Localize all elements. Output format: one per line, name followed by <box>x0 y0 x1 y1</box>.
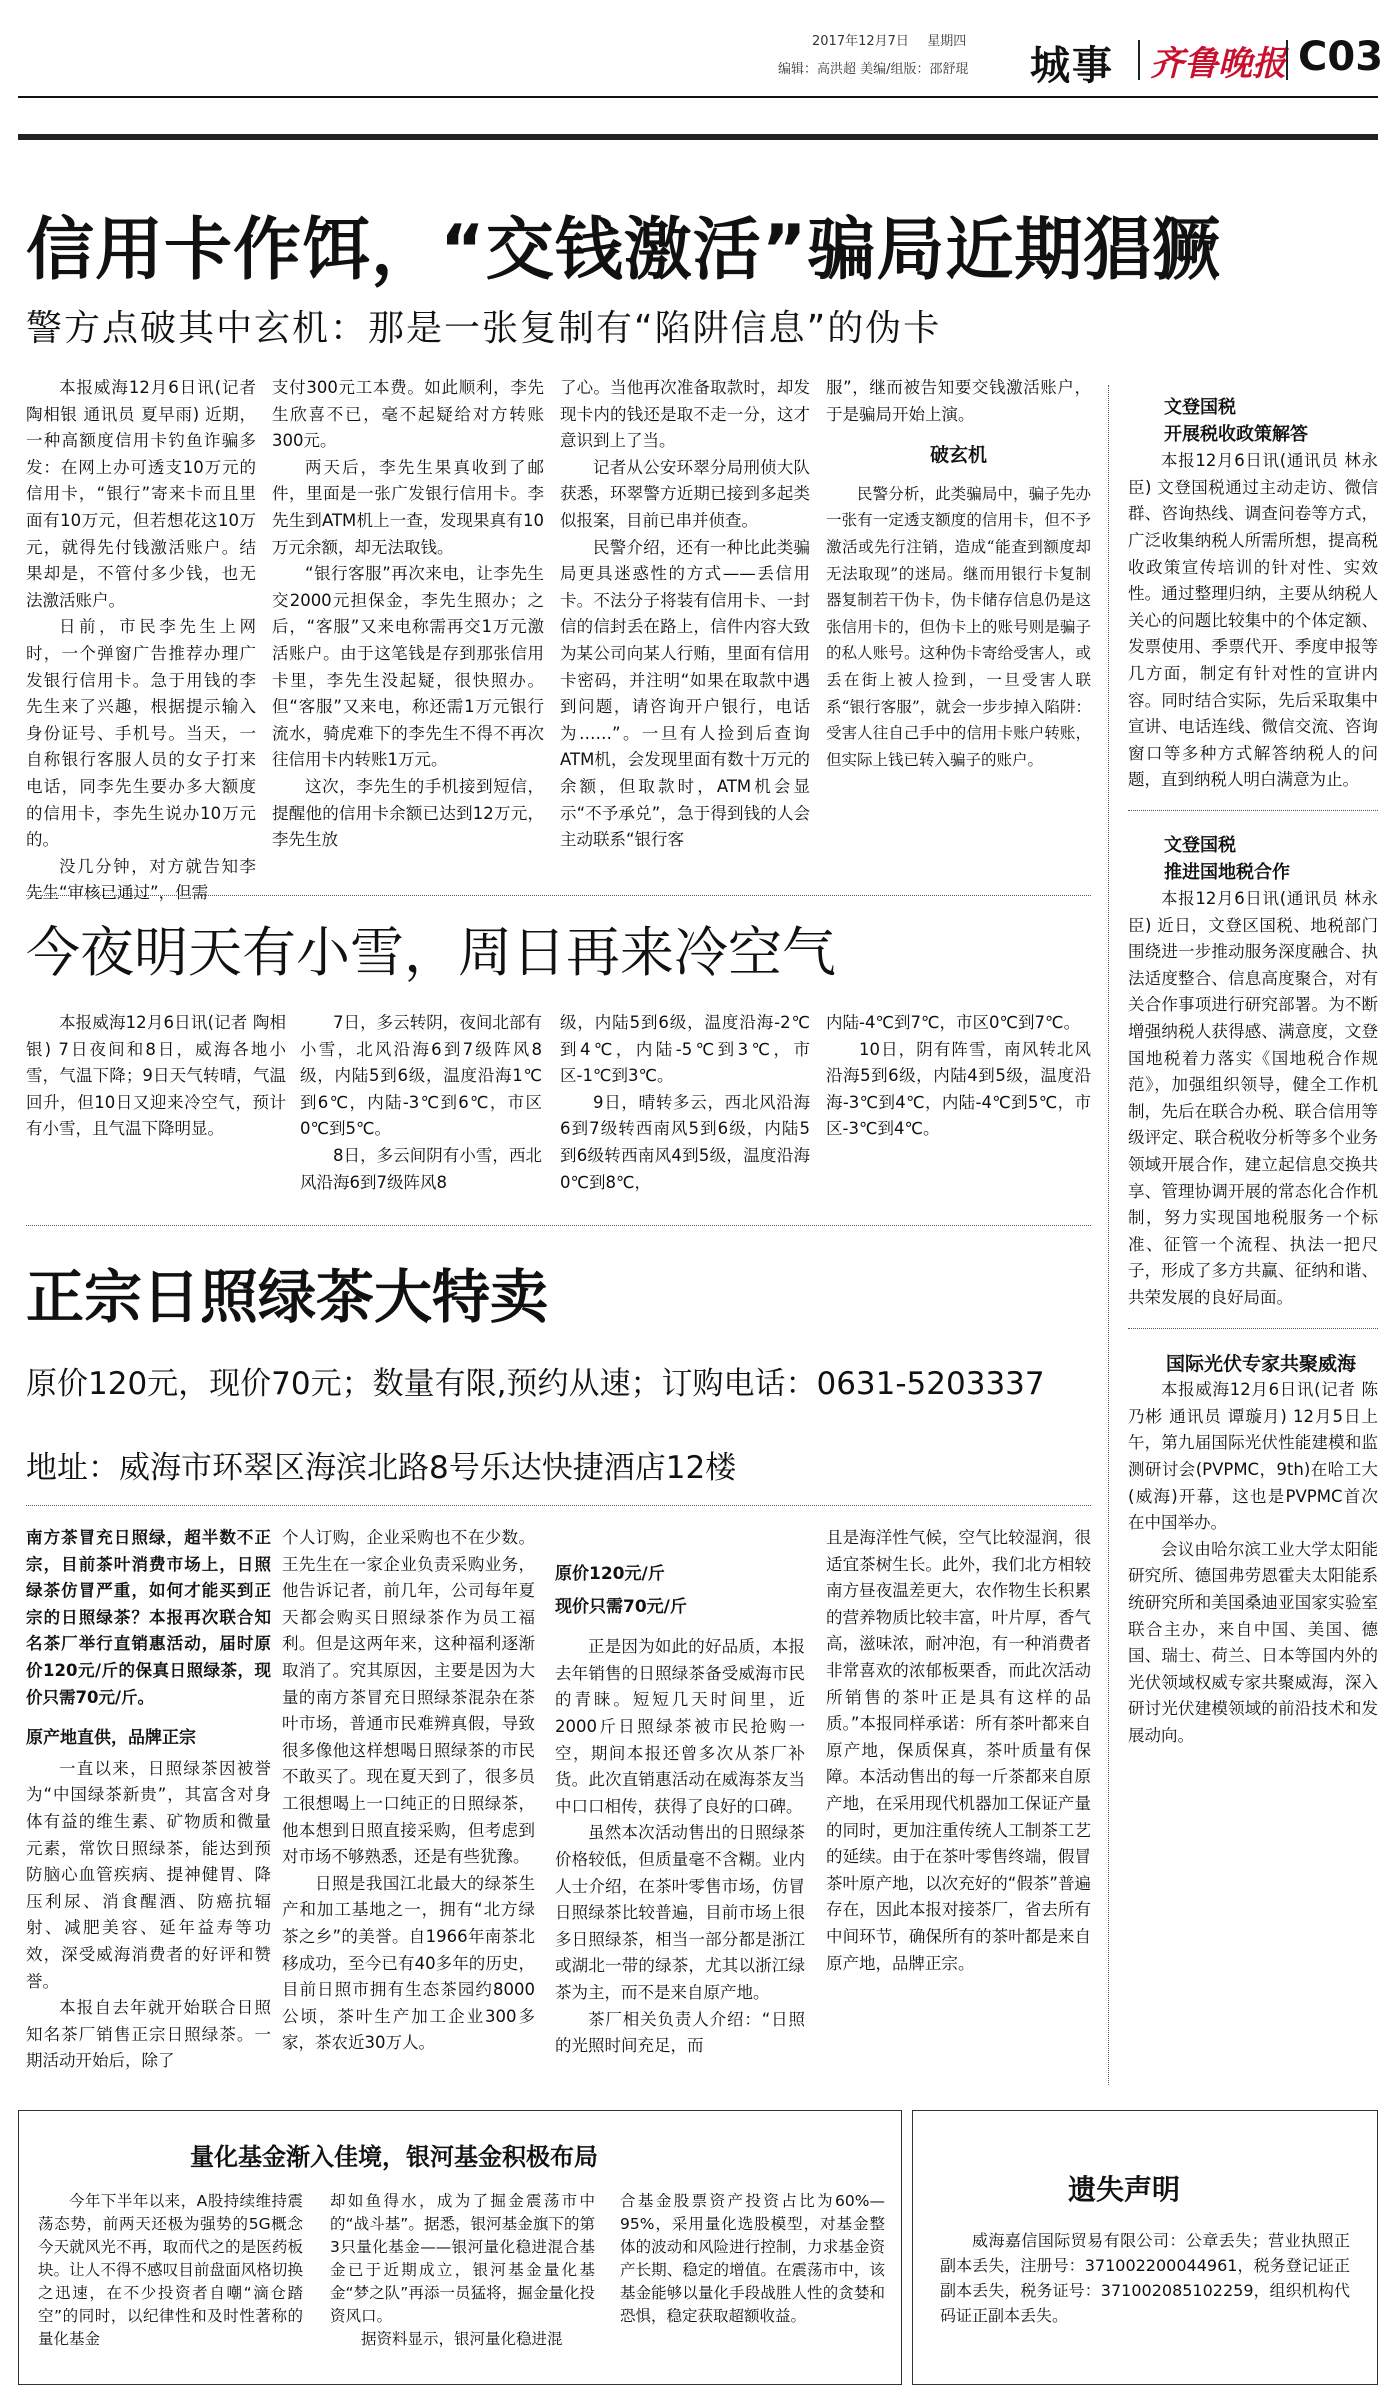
paragraph: 一直以来，日照绿茶因被誉为“中国绿茶新贵”，其富含对身体有益的维生素、矿物质和微量元素，常饮日照绿茶，能达到预防脑心血管疾病、提神健胃、降压利尿、消食醒酒、防癌抗辐射、减肥美容、延年益寿等功效，深受威海消费者的好评和赞誉。 <box>26 1758 271 1991</box>
paragraph: 据资料显示，银河量化稳进混 <box>361 2330 563 2348</box>
paragraph: 会议由哈尔滨工业大学太阳能研究所、德国弗劳恩霍夫太阳能系统研究所和美国桑迪亚国家实验室联合主办，来自中国、美国、德国、瑞士、荷兰、日本等国内外的光伏领域权威专家共聚威海，深入研讨光伏建模领域的前沿技术和发展动向。 <box>1128 1539 1378 1745</box>
paragraph: 本报12月6日讯(通讯员 林永臣) 文登国税通过主动走访、微信群、咨询热线、调查问卷等方式，广泛收集纳税人所需所想，提高税收政策宣传培训的针对性、实效性。通过整理归纳，主要从纳税人关心的问题比较集中的个体定额、发票使用、季票代开、季度申报等几方面，制定有针对性的宣讲内容。同时结合实际，先后采取集中宣讲、电话连线、微信交流、咨询窗口等多种方式解答纳税人的问题，直到纳税人明白满意为止。 <box>1128 451 1378 790</box>
tea-ad-column-1 <box>26 1525 271 2095</box>
sidebar <box>1128 395 1378 2095</box>
article1-column-1 <box>26 375 256 903</box>
article2-headline: 今夜明天有小雪，周日再来冷空气 <box>26 921 836 984</box>
paragraph: 合基金股票资产投资占比为60%—95%，采用量化选股模型，对基金整体的波动和风险进行控制，力求基金资产长期、稳定的增值。在震荡市中，该基金能够以量化手段战胜人性的贪婪和恐惧，稳定获取超额收益。 <box>620 2192 885 2325</box>
paragraph: 本报12月6日讯(通讯员 林永臣) 近日，文登区国税、地税部门围绕进一步推动服务深度融合、执法适度整合、信息高度聚合，对有关合作事项进行研究部署。为不断增强纳税人获得感、满意度，文登国地税着力落实《国地税合作规范》，加强组织领导，健全工作机制，先后在联合办税、联合信用等级评定、联合税收分析等多个业务领域开展合作，建立起信息交换共享、管理协调开展的常态化合作机制，努力实现国地税服务一个标准、征管一个流程、执法一把尺子，形成了多方共赢、征纳和谐、共荣发展的良好局面。 <box>1128 889 1378 1307</box>
lost-notice-body <box>940 2228 1350 2378</box>
section-name: 城事 <box>1030 43 1114 89</box>
paragraph: 10日，阴有阵雪，南风转北风沿海5到6级，内陆4到5级，温度沿海-3℃到4℃，内陆-4℃到5℃，市区-3℃到4℃。 <box>826 1039 1091 1139</box>
sidebar-item-label: 文登国税 <box>1164 397 1236 418</box>
sidebar-item-title: 开展税收政策解答 <box>1164 423 1308 445</box>
paragraph: 8日，多云间阴有小雪，西北风沿海6到7级阵风8 <box>300 1145 542 1192</box>
paper-logo: 齐鲁晚报 <box>1150 44 1286 84</box>
tea-ad-column-3 <box>555 1555 805 2095</box>
subheading-origin: 原产地直供，品牌正宗 <box>26 1728 196 1749</box>
paragraph: 9日，晴转多云，西北风沿海6到7级转西南风5到6级，内陆5到6级转西南风4到5级，温度沿海0℃到8℃， <box>560 1092 810 1192</box>
fund-article-column-2 <box>330 2190 595 2375</box>
sidebar-item-label: 文登国税 <box>1164 834 1236 856</box>
paragraph: 个人订购，企业采购也不在少数。王先生在一家企业负责采购业务，他告诉记者，前几年，公司每年夏天都会购买日照绿茶作为员工福利。但是这两年来，这种福利逐渐取消了。究其原因，主要是因为大量的南方茶冒充日照绿茶混杂在茶叶市场，普通市民难辨真假，导致很多像他这样想喝日照绿茶的市民不敢买了。现在夏天到了，很多员工很想喝上一口纯正的日照绿茶，他本想到日照直接采购，但考虑到对市场不够熟悉，还是有些犹豫。 <box>282 1528 535 1867</box>
subheading-po-xuan-ji: 破玄机 <box>929 444 987 467</box>
paragraph: 日前，市民李先生上网时，一个弹窗广告推荐办理广发银行信用卡。急于用钱的李先生来了兴趣，根据提示输入身份证号、手机号。当天，一自称银行客服人员的女子打来电话，同李先生要办多大额度的信用卡，李先生说办10万元的。 <box>26 617 256 850</box>
paragraph: 内陆-4℃到7℃，市区0℃到7℃。 <box>826 1013 1081 1032</box>
article1-headline: 信用卡作饵，“交钱激活”骗局近期猖獗 <box>26 211 1222 290</box>
paragraph: 本报威海12月6日讯(记者 陈乃彬 通讯员 谭璇月) 12月5日上午，第九届国际光伏性能建模和监测研讨会(PVPMC，9th)在哈工大(威海)开幕，这也是PVPMC首次在中国举办。 <box>1128 1380 1378 1533</box>
paragraph: 这次，李先生的手机接到短信，提醒他的信用卡余额已达到12万元，李先生放 <box>272 776 544 850</box>
paragraph: 民警分析，此类骗局中，骗子先办一张有一定透支额度的信用卡，但不予激活或先行注销，造成“能查到额度却无法取现”的迷局。继而用银行卡复制器复制若干伪卡，伪卡储存信息仍是这张信用卡的，但伪卡上的账号则是骗子的私人账号。这种伪卡寄给受害人，或丢在街上被人捡到，一旦受害人联系“银行客服”，就会一步步掉入陷阱：受害人往自己手中的信用卡账户转账，但实际上钱已转入骗子的账户。 <box>826 484 1091 769</box>
paragraph: 没几分钟，对方就告知李先生“审核已通过”，但需 <box>26 856 256 903</box>
sidebar-item-title: 推进国地税合作 <box>1164 861 1290 883</box>
article2-column-2 <box>300 1010 542 1210</box>
masthead-divider <box>1138 40 1140 80</box>
fund-article-headline: 量化基金渐入佳境，银河基金积极布局 <box>190 2143 598 2171</box>
masthead-rule <box>18 96 1378 98</box>
lead-paragraph: 南方茶冒充日照绿，超半数不正宗，目前茶叶消费市场上，日照绿茶仿冒严重，如何才能买到正宗的日照绿茶？本报再次联合知名茶厂举行直销惠活动，届时原价120元/斤的保真日照绿茶，现价只需70元/斤。 <box>26 1528 271 1707</box>
tea-ad-column-4 <box>826 1525 1091 2095</box>
paragraph: 且是海洋性气候，空气比较湿润，很适宜茶树生长。此外，我们北方相较南方昼夜温差更大，农作物生长积累的营养物质比较丰富，叶片厚，香气高，滋味浓，耐冲泡，有一种消费者非常喜欢的浓郁板栗香，而此次活动所销售的茶叶正是具有这样的品质。”本报同样承诺：所有茶叶都来自原产地，保质保真，茶叶质量有保障。本活动售出的每一斤茶都来自原产地，在采用现代机器加工保证产量的同时，更加注重传统人工制茶工艺的延续。由于在茶叶零售终端，假冒茶叶原产地，以次充好的“假茶”普遍存在，因此本报对接茶厂，省去所有中间环节，确保所有的茶叶都是来自原产地，品牌正宗。 <box>826 1528 1091 1973</box>
sidebar-separator <box>1128 1328 1378 1329</box>
article2-column-4 <box>826 1010 1091 1210</box>
tea-ad-address-line: 地址：威海市环翠区海滨北路8号乐达快捷酒店12楼 <box>26 1450 737 1486</box>
paragraph: 正是因为如此的好品质，本报去年销售的日照绿茶备受威海市民的青睐。短短几天时间里，近2000斤日照绿茶被市民抢购一空，期间本报还曾多次从茶厂补货。此次直销惠活动在威海茶友当中口口相传，获得了良好的口碑。 <box>555 1637 805 1816</box>
paragraph: 茶厂相关负责人介绍：“日照的光照时间充足，而 <box>555 2009 805 2056</box>
paragraph: “银行客服”再次来电，让李先生交2000元担保金，李先生照办；之后，“客服”又来电称需再交1万元激活账户。由于这笔钱是存到那张信用卡里，李先生没起疑，很快照办。但“客服”又来电，称还需1万元银行流水，骑虎难下的李先生不得不再次往信用卡内转账1万元。 <box>272 564 544 770</box>
editors-line: 编辑：高洪超 美编/组版：邵舒琨 <box>778 62 969 77</box>
fund-article-column-3 <box>620 2190 885 2375</box>
masthead-rule-thick <box>18 134 1378 140</box>
paragraph: 虽然本次活动售出的日照绿茶价格较低，但质量毫不含糊。业内人士介绍，在茶叶零售市场，仿冒日照绿茶比较普遍，目前市场上很多日照绿茶，相当一部分都是浙江或湖北一带的绿茶，尤其以浙江绿茶为主，而不是来自原产地。 <box>555 1823 805 2002</box>
sidebar-separator <box>1128 810 1378 811</box>
paragraph: 本报自去年就开始联合日照知名茶厂销售正宗日照绿茶。一期活动开始后，除了 <box>26 1998 271 2071</box>
paragraph: 两天后，李先生果真收到了邮件，里面是一张广发银行信用卡。李先生到ATM机上一查，发现果真有10万元余额，却无法取钱。 <box>272 457 544 557</box>
page-number: C03 <box>1298 34 1384 80</box>
paragraph: 威海嘉信国际贸易有限公司：公章丢失；营业执照正副本丢失，注册号：371002200044961，税务登记证正副本丢失，税务证号：371002085102259，组织机构代码证正副本丢失。 <box>940 2231 1350 2325</box>
article1-column-3 <box>560 375 810 885</box>
tea-ad-column-2 <box>282 1525 535 2095</box>
paragraph: 本报威海12月6日讯(记者 陶相银) 7日夜间和8日，威海各地小雪，气温下降；9日天气转晴，气温回升，但10日又迎来冷空气，预计有小雪，且气温下降明显。 <box>26 1013 286 1139</box>
paragraph: 民警介绍，还有一种比此类骗局更具迷惑性的方式——丢信用卡。不法分子将装有信用卡、一封信的信封丢在路上，信件内容大致为某公司向某人行贿，里面有信用卡密码，并注明“如果在取款中遇到问题，请咨询开户银行，电话为……”。一旦有人捡到后查询ATM机，会发现里面有数十万元的余额，但取款时，ATM机会显示“不予承兑”，急于得到钱的人会主动联系“银行客 <box>560 537 810 850</box>
article-separator <box>26 1505 1091 1506</box>
fund-article-column-1 <box>38 2190 303 2375</box>
article1-column-2 <box>272 375 544 885</box>
article1-column-4 <box>826 375 1091 885</box>
tea-ad-price-line: 原价120元，现价70元；数量有限,预约从速；订购电话：0631-5203337 <box>26 1366 1045 1402</box>
lost-notice-title: 遗失声明 <box>1068 2173 1181 2206</box>
issue-weekday: 星期四 <box>927 34 967 49</box>
masthead-date-line <box>812 30 966 49</box>
paragraph: 级，内陆5到6级，温度沿海-2℃到4℃，内陆-5℃到3℃，市区-1℃到3℃。 <box>560 1013 810 1086</box>
paragraph: 记者从公安环翠分局刑侦大队获悉，环翠警方近期已接到多起类似报案，目前已串并侦查。 <box>560 457 810 530</box>
article2-column-3 <box>560 1010 810 1210</box>
paragraph: 7日，多云转阴，夜间北部有小雪，北风沿海6到7级阵风8级，内陆5到6级，温度沿海1℃到6℃，内陆-3℃到6℃，市区0℃到5℃。 <box>300 1013 542 1139</box>
article2-column-1 <box>26 1010 286 1210</box>
paragraph: 日照是我国江北最大的绿茶生产和加工基地之一，拥有“北方绿茶之乡”的美誉。自1966年南茶北移成功，至今已有40多年的历史，目前日照市拥有生态茶园约8000公顷，茶叶生产加工企业300多家，茶农近30万人。 <box>282 1873 535 2053</box>
paragraph: 却如鱼得水，成为了掘金震荡市中的“战斗基”。据悉，银河基金旗下的第3只量化基金——银河量化稳进混合基金已于近期成立，银河基金量化基金“梦之队”再添一员猛将，掘金量化投资风口。 <box>330 2192 595 2325</box>
paragraph: 本报威海12月6日讯(记者 陶相银 通讯员 夏早雨) 近期，一种高额度信用卡钓鱼诈骗多发：在网上办可透支10万元的信用卡，“银行”寄来卡而且里面有10万元，但若想花这10万元，就得先付钱激活账户。结果却是，不管付多少钱，也无法激活账户。 <box>26 378 256 610</box>
paragraph: 支付300元工本费。如此顺利，李先生欣喜不已，毫不起疑给对方转账300元。 <box>272 378 544 451</box>
article1-subhead: 警方点破其中玄机：那是一张复制有“陷阱信息”的伪卡 <box>26 308 942 349</box>
masthead-divider-2 <box>1286 40 1288 80</box>
masthead <box>0 0 1395 100</box>
sidebar-divider <box>1108 385 1109 2085</box>
sidebar-item-title: 国际光伏专家共聚威海 <box>1166 1352 1357 1375</box>
article-separator <box>26 1225 1091 1226</box>
paragraph: 了心。当他再次准备取款时，却发现卡内的钱还是取不走一分，这才意识到上了当。 <box>560 378 810 451</box>
issue-date: 2017年12月7日 <box>812 34 909 49</box>
price-current: 现价只需70元/斤 <box>555 1596 687 1617</box>
article-separator <box>26 895 1091 896</box>
paragraph: 服”，继而被告知要交钱激活账户，于是骗局开始上演。 <box>826 378 1091 424</box>
paragraph: 今年下半年以来，A股持续维持震荡态势，前两天还极为强势的5G概念今天就风光不再，取而代之的是医药板块。让人不得不感叹目前盘面风格切换之迅速，在不少投资者自嘲“滴仓踏空”的同时，以纪律性和及时性著称的量化基金 <box>38 2192 303 2348</box>
price-original: 原价120元/斤 <box>555 1564 665 1584</box>
tea-ad-headline: 正宗日照绿茶大特卖 <box>26 1263 549 1331</box>
